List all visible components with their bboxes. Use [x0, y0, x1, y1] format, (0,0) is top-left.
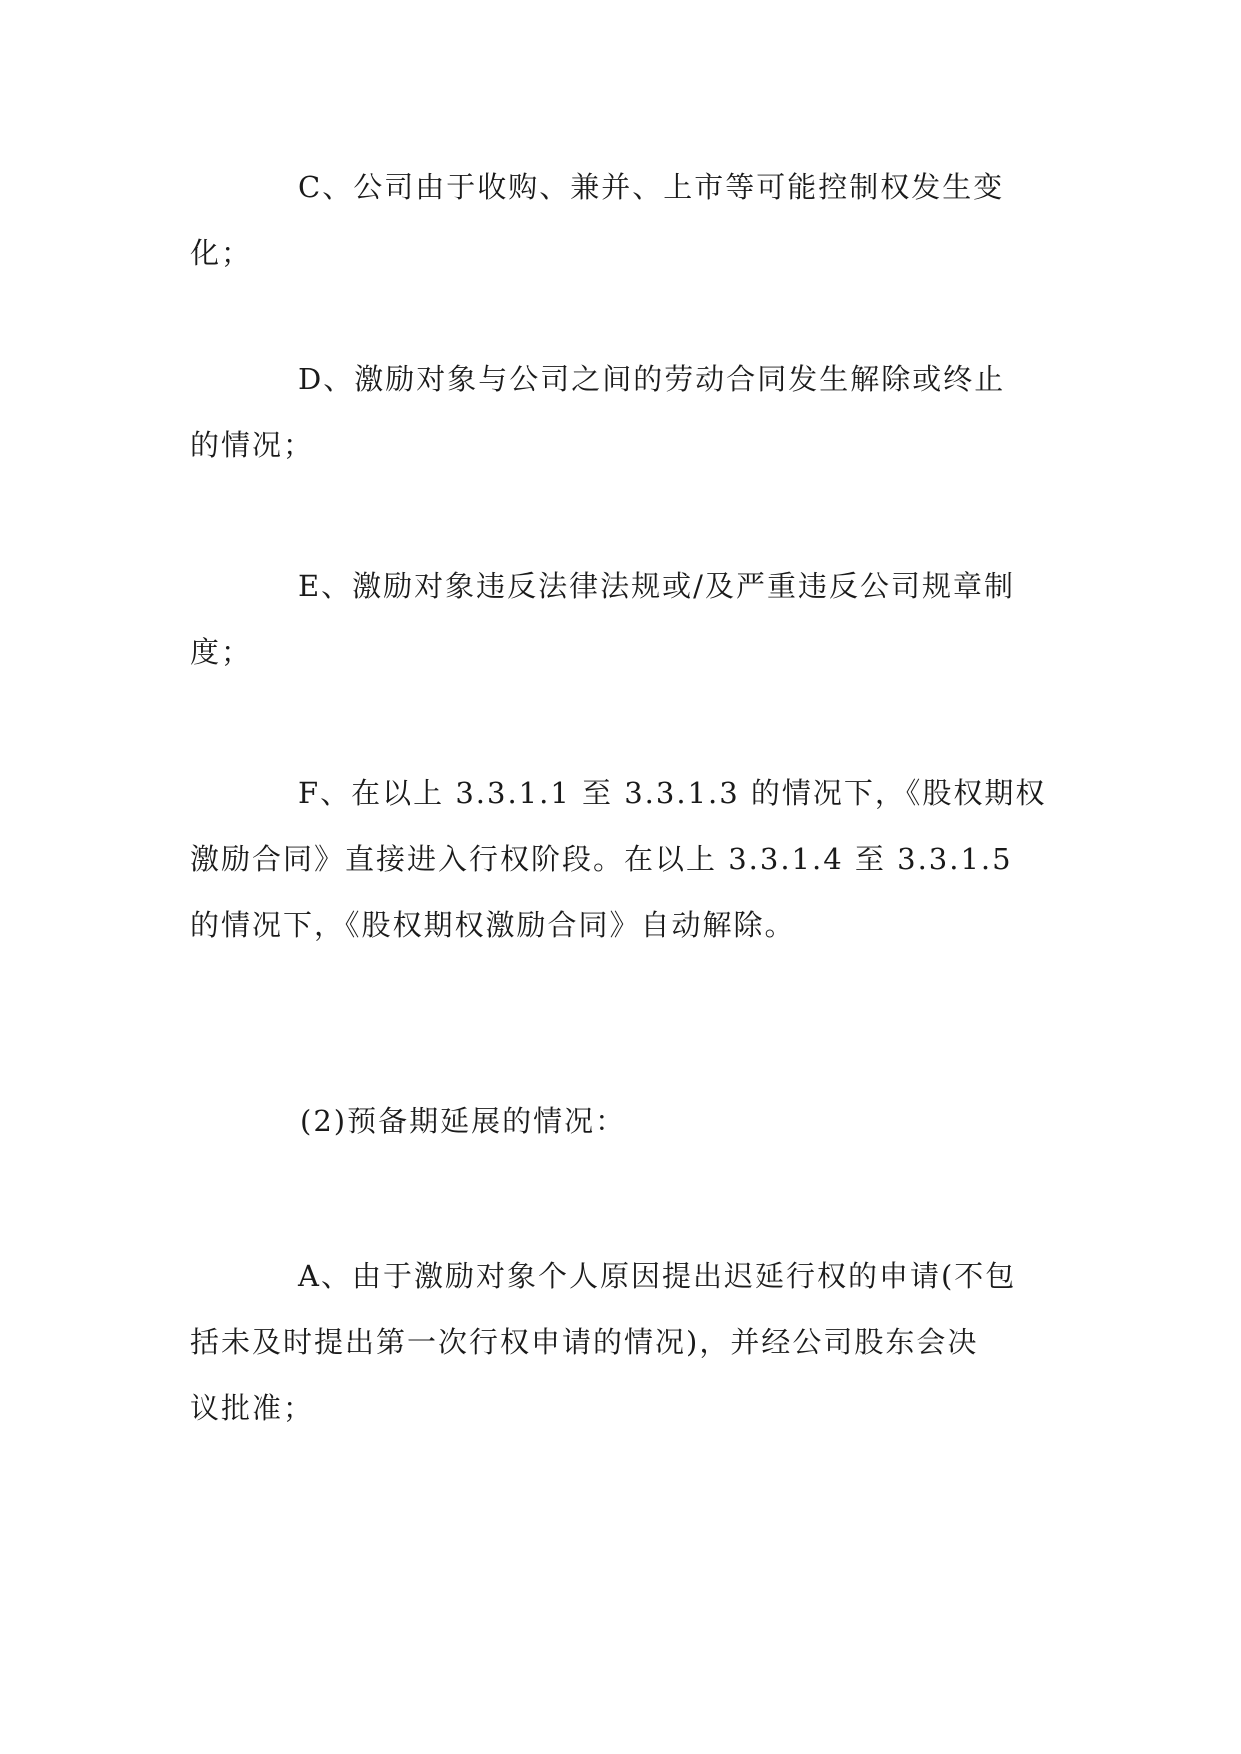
text-line: 度；: [190, 635, 253, 669]
text-line: 括未及时提出第一次行权申请的情况)，并经公司股东会决: [190, 1325, 979, 1359]
paragraph-d: [190, 346, 1056, 478]
text-line: F、在以上 3.3.1.1 至 3.3.1.3 的情况下，《股权期权: [298, 776, 1047, 810]
text-line: 议批准；: [190, 1391, 315, 1425]
text-line: D、激励对象与公司之间的劳动合同发生解除或终止: [298, 362, 1006, 396]
paragraph-f: [190, 760, 1056, 958]
text-line: (2)预备期延展的情况：: [300, 1104, 627, 1138]
text-line: A、由于激励对象个人原因提出迟延行权的申请(不包: [298, 1259, 1017, 1293]
paragraph-c: [190, 154, 1056, 286]
text-line: 激励合同》直接进入行权阶段。在以上 3.3.1.4 至 3.3.1.5: [190, 842, 1013, 876]
paragraph-a: [190, 1243, 1056, 1441]
text-line: 化；: [190, 236, 253, 270]
text-line: E、激励对象违反法律法规或/及严重违反公司规章制: [298, 569, 1015, 603]
text-line: 的情况；: [190, 428, 315, 462]
text-line: C、公司由于收购、兼并、上市等可能控制权发生变: [298, 170, 1005, 204]
paragraph-e: [190, 553, 1056, 685]
section-heading-extension: [190, 1088, 1056, 1154]
text-line: 的情况下，《股权期权激励合同》自动解除。: [190, 908, 796, 942]
